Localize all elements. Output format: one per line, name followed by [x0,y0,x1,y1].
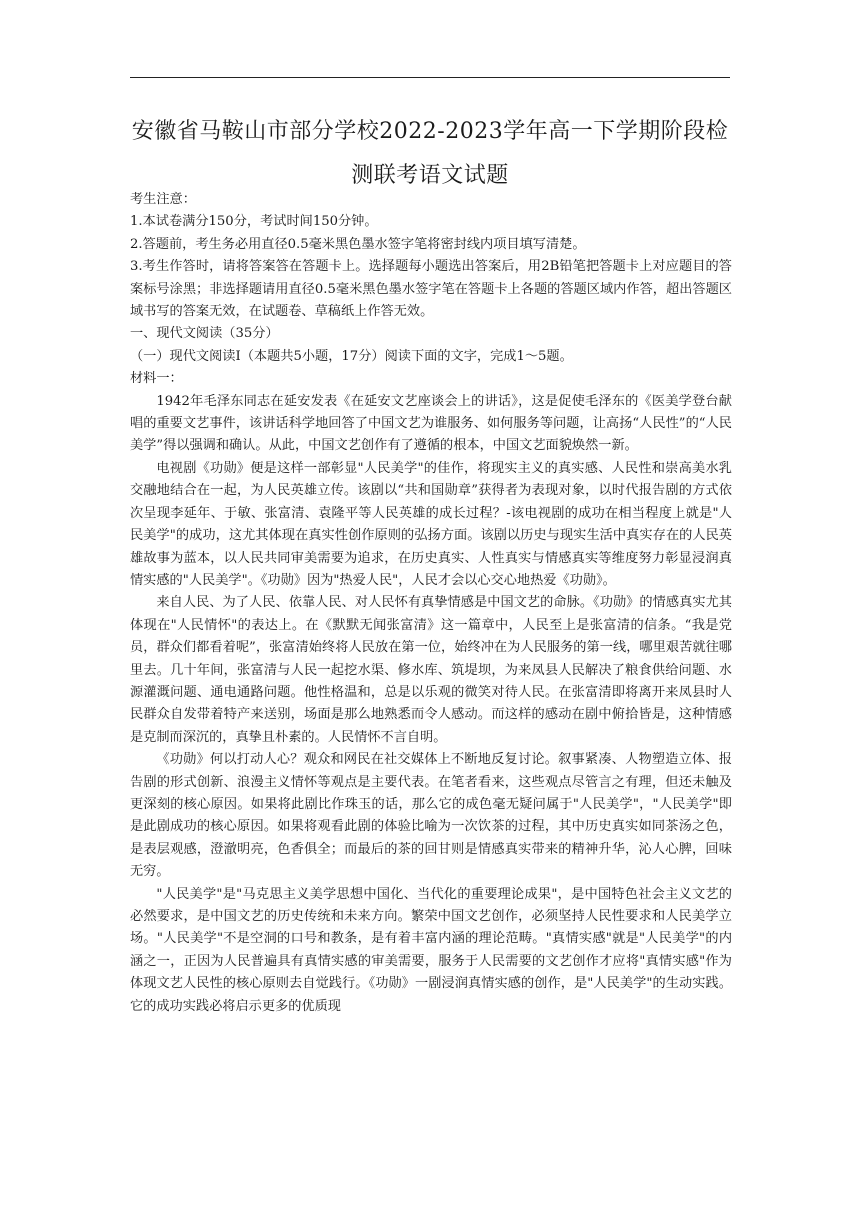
notice-item: 1.本试卷满分150分，考试时间150分钟。 [130,214,378,230]
document-body [130,189,732,1018]
section-heading: 一、现代文阅读（35分） [130,326,279,342]
document-title-line-1: 安徽省马鞍山市部分学校2022-2023学年高一下学期阶段检 [131,119,729,144]
body-paragraph: 1942年毛泽东同志在延安发表《在延安文艺座谈会上的讲话》，这是促使毛泽东的《医美学登台献唱的重要文艺事件，该讲话科学地回答了中国文艺为谁服务、如何服务等问题，让高扬“人民性”的“人民美学”得以强调和确认。从此，中国文艺创作有了遵循的根本，中国文艺面貌焕然一新。 [130,393,732,454]
notice-item: 2.答题前，考生务必用直径0.5毫米黑色墨水签字笔将密封线内项目填写清楚。 [130,236,586,252]
body-paragraph: 来自人民、为了人民、依靠人民、对人民怀有真挚情感是中国文艺的命脉。《功勋》的情感真实尤其体现在"人民情怀"的表达上。在《默默无闻张富清》这一篇章中，人民至上是张富清的信条。“我是党员，群众们都看着呢”，张富清始终将人民放在第一位，始终冲在为人民服务的第一线，哪里艰苦就往哪里去。几十年间，张富清与人民一起挖水渠、修水库、筑堤坝，为来凤县人民解决了粮食供给问题、水源灌溉问题、通电通路问题。他性格温和，总是以乐观的微笑对待人民。在张富清即将离开来凤县时人民群众自发带着特产来送别，场面是那么地熟悉而令人感动。而这样的感动在剧中俯拾皆是，这种情感是克制而深沉的，真挚且朴素的。人民情怀不言自明。 [130,595,732,745]
body-paragraph: 《功勋》何以打动人心？观众和网民在社交媒体上不断地反复讨论。叙事紧凑、人物塑造立体、报告剧的形式创新、浪漫主义情怀等观点是主要代表。在笔者看来，这些观点尽管言之有理，但还未触及更深刻的核心原因。如果将此剧比作珠玉的话，那么它的成色毫无疑问属于"人民美学"，"人民美学"即是此剧成功的核心原因。如果将观看此剧的体验比喻为一次饮茶的过程，其中历史真实如同茶汤之色，是表层观感，澄澈明亮，色香俱全；而最后的茶的回甘则是情感真实带来的精神升华，沁人心脾，回味无穷。 [130,752,732,880]
material-label: 材料一： [130,371,183,387]
notice-heading: 考生注意： [130,192,196,207]
subsection-heading: （一）现代文阅读Ⅰ（本题共5小题，17分）阅读下面的文字，完成1～5题。 [130,348,573,364]
notice-item: 3.考生作答时，请将答案答在答题卡上。选择题每小题选出答案后，用2B铅笔把答题卡上对应题目的答案标号涂黑；非选择题请用直径0.5毫米黑色墨水签字笔在答题卡上各题的答题区域内作答，超出答题区域书写的答案无效，在试题卷、草稿纸上作答无效。 [130,259,732,320]
body-paragraph: 电视剧《功勋》便是这样一部彰显"人民美学"的佳作，将现实主义的真实感、人民性和崇高美水乳交融地结合在一起，为人民英雄立传。该剧以“共和国勋章”获得者为表现对象，以时代报告剧的方式依次呈现李延年、于敏、张富清、袁隆平等人民英雄的成长过程？-该电视剧的成功在相当程度上就是"人民美学"的成功，这尤其体现在真实性创作原则的弘扬方面。该剧以历史与现实生活中真实存在的人民英雄故事为蓝本，以人民共同审美需要为追求，在历史真实、人性真实与情感真实等维度努力彰显浸润真情实感的"人民美学"。《功勋》因为"热爱人民"，人民才会以心交心地热爱《功勋》。 [130,460,732,588]
header-rule [130,77,730,78]
document-title-line-2: 测联考语文试题 [351,163,509,188]
body-paragraph: "人民美学"是"马克思主义美学思想中国化、当代化的重要理论成果"，是中国特色社会主义文艺的必然要求，是中国文艺的历史传统和未来方向。繁荣中国文艺创作，必须坚持人民性要求和人民美学立场。"人民美学"不是空洞的口号和教条，是有着丰富内涵的理论范畴。"真情实感"就是"人民美学"的内涵之一，正因为人民普遍具有真情实感的审美需要，服务于人民需要的文艺创作才应将"真情实感"作为体现文艺人民性的核心原则去自觉践行。《功勋》一剧浸润真情实感的创作，是"人民美学"的生动实践。它的成功实践必将启示更多的优质现 [130,886,732,1014]
